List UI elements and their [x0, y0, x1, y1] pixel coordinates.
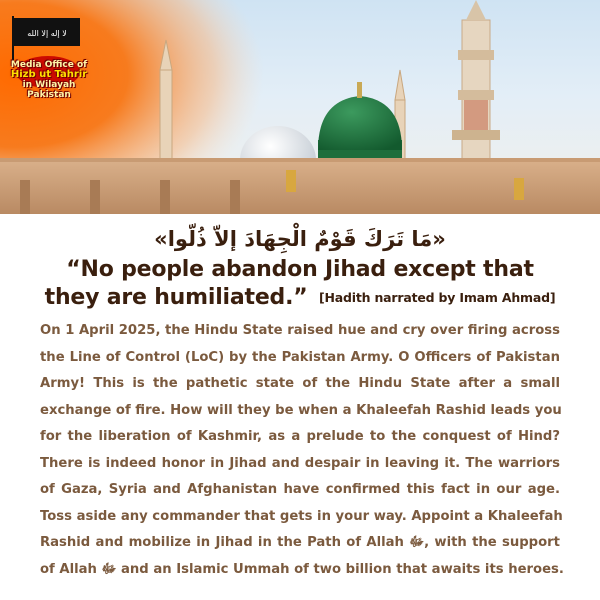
body-line: the Line of Control (LoC) by the Pakistan Army. O Officers of Pakistan: [40, 349, 560, 365]
logo-line1: Media Office of: [10, 60, 88, 70]
header-image: [0, 0, 600, 214]
hadith-attribution: [Hadith narrated by Imam Ahmad]: [319, 290, 556, 305]
body-paragraph: [40, 318, 564, 583]
logo-line2: Hizb ut Tahrir: [10, 69, 88, 80]
hadith-english-line2-text: they are humiliated.”: [44, 285, 308, 310]
body-line: of Gaza, Syria and Afghanistan have confirmed this fact in our age.: [40, 482, 560, 497]
logo: [6, 60, 92, 100]
body-line: On 1 April 2025, the Hindu State raised hue and cry over firing across: [40, 323, 560, 338]
body-line: There is indeed honor in Jihad and despair in leaving it. The warriors: [40, 455, 560, 471]
body-line: for the liberation of Kashmir, as a prelude to the conquest of Hind?: [40, 429, 560, 444]
hadith-arabic: «مَا تَرَكَ قَوْمٌ الْجِهَادَ إلاّ ذُلّوا»: [154, 227, 446, 251]
body-line: Toss aside any commander that gets in your way. Appoint a Khaleefah: [40, 508, 563, 524]
hadith-english-line2: [0, 285, 600, 311]
body-line: Rashid and mobilize in Jihad in the Path of Allah ﷻ, with the support: [40, 535, 560, 550]
logo-line3: in Wilayah Pakistan: [22, 80, 76, 100]
hadith-english-line1: “No people abandon Jihad except that: [66, 257, 534, 282]
body-line: of Allah ﷻ and an Islamic Ummah of two billion that awaits its heroes.: [40, 561, 564, 577]
body-line: exchange of fire. How will they be when a Khaleefah Rashid leads you: [40, 402, 562, 418]
body-line: Army! This is the pathetic state of the Hindu State after a small: [40, 376, 560, 391]
mosque-dome-icon: [0, 0, 600, 214]
svg-text:ﻻ إله إلا الله: ﻻ إله إلا الله: [27, 29, 67, 38]
